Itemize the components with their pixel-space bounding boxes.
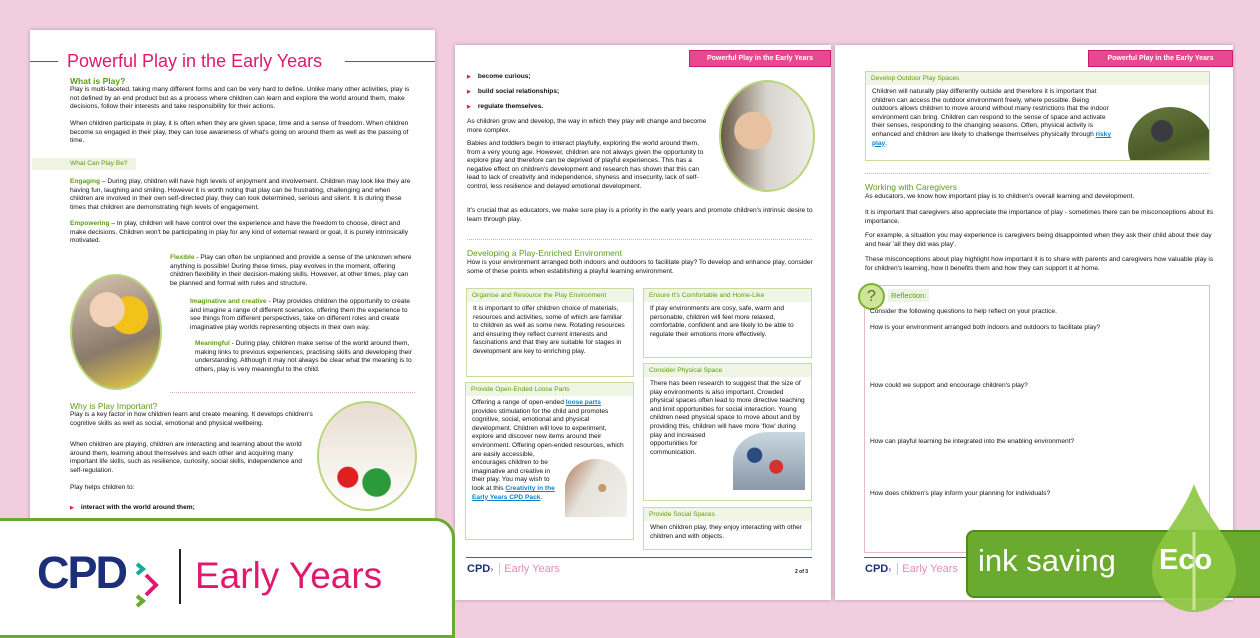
what-p2: When children participate in play, it is often when they are given space, time and a sense of freedom. When children become so engaged in their play, they can lose awareness of what's going on around them as well as the passing of time.	[70, 120, 409, 145]
why-p1: Play is a key factor in how children learn and create meaning. It develops children's cognitive skills as well as social, emotional and physical wellbeing.	[70, 411, 313, 427]
photo-toddler-window	[719, 80, 815, 192]
env-heading: Developing a Play-Enriched Environment	[467, 248, 622, 258]
box-physical-space: Consider Physical Space There has been research to suggest that the size of play environments is also important. Crowded physical spaces often lead to more directive teaching and limit opportunities for social interaction. Young children need physical space to move about and by providing this, children will have more 'flow' during play and increased opportunities for communication.	[643, 363, 812, 501]
eco-badge: Eco	[1159, 544, 1213, 576]
bullet-item: ▶ become curious;	[467, 73, 531, 81]
footer-logo: CPD› Early Years	[467, 563, 560, 575]
photo-adult-child-hardhat	[70, 274, 162, 390]
what-p1: Play is multi-faceted, taking many different forms and can be very hard to define. Unlike many other activities, play is not defined by an end product but as a process where children can learn and explore the world around them, make decisions, follow their interests and take responsibility for their actions.	[70, 86, 410, 111]
care-p4: These misconceptions about play highlight how important it is to share with parents and caregivers how valuable play is for children's learning, how it benefits them and how they can support it at home.	[865, 256, 1214, 272]
why-p3: Play helps children to:	[70, 484, 135, 491]
divider	[467, 239, 812, 240]
item-engaging: Engaging – During play, children will have high levels of enjoyment and involvement. Children may look like they are having fun, laughing and smiling. However it is worth noting that play can be frustrating, challenging and when children are involved in their own self-directed play, they can look determined, serious and silent. It is during these times that children are demonstrating high levels of engagement.	[70, 178, 411, 211]
item-empowering: Empowering – In play, children will have control over the experience and have the freedom to choose, direct and make decisions. Children won't be participating in play for any kind of external reward or goal, it is purely intrinsically motivated.	[70, 220, 409, 245]
risky-play-link[interactable]: risky play	[872, 130, 1111, 147]
photo-children-painting	[317, 401, 417, 511]
why-p2: When children are playing, children are interacting and learning about the world around them, learning about themselves and each other and acquiring many important life skills, such as resilience, curiosity, social skills, independence and self-regulation.	[70, 441, 302, 474]
box-outdoor: Develop Outdoor Play Spaces Children will naturally play differently outside and therefore it is important that children can access the outdoor environment freely, where possible. Being outdoors allows children to move around without many restrictions that the indoor environment can bring. Children can respond to the sense of space and activate their senses, responding to the changing seasons. Often, physical activity is enhanced and children are likely to challenge themselves physically through risky play.	[865, 71, 1210, 161]
title-rule	[30, 61, 58, 62]
reflection-intro: Consider the following questions to help reflect on your practice.	[870, 308, 1057, 315]
care-heading: Working with Caregivers	[865, 182, 957, 192]
can-heading-text: What Can Play Be?	[70, 160, 128, 167]
item-flexible: Flexible - Play can often be unplanned and provide a sense of the unknown where anything is possible! During these times, play evolves in the moment, offering children flexibility in their decision-making skills. However, at other times, play can be planned and formal with rules and structure.	[70, 254, 415, 322]
loose-parts-link[interactable]: loose parts	[565, 399, 601, 406]
item-meaningful: Meaningful - During play, children make sense of the world around them, making links to previous experiences, practising skills and developing their understanding. Although it may not always be clear what the meaning is to others, play is very meaningful to the child.	[195, 340, 412, 373]
title-rule	[345, 61, 435, 62]
page-2	[455, 45, 831, 600]
bullet-item: ▶ interact with the world around them;	[70, 504, 195, 512]
p3: It's crucial that as educators, we make sure play is a priority in the early years and promote children's intrinsic desire to learn through play.	[467, 207, 813, 223]
bullet-item: ▶ regulate themselves.	[467, 103, 543, 111]
cpd-logo-text: CPD	[37, 547, 127, 598]
footer-rule	[466, 557, 812, 558]
question: How is your environment arranged both indoors and outdoors to facilitate play?	[870, 324, 1101, 331]
p2: Babies and toddlers begin to interact playfully, exploring the world around them, from a very young age. However, children are not always given the opportunity to explore play and therefore can be deprived of playful experiences. This has a negative effect on children's development and research has shown that this can lead to lack of creativity and independence, shyness and insecurity, lack of self-control, less resilience and delayed emotional development.	[467, 140, 704, 190]
question: How does children's play inform your planning for individuals?	[870, 490, 1051, 497]
divider	[865, 173, 1210, 174]
question-icon: ?	[858, 283, 885, 310]
photo-loose-parts	[565, 459, 627, 517]
care-p1: As educators, we know how important play is to children's overall learning and development.	[865, 193, 1135, 200]
care-p3: For example, a situation you may experience is caregivers being disappointed when they ask their child about their day and hear 'all they did was play'.	[865, 232, 1212, 248]
creativity-cpd-link[interactable]: Creativity in the Early Years CPD Pack	[472, 484, 555, 501]
early-years-text: Early Years	[195, 555, 383, 596]
photo-outdoor-child	[1128, 107, 1210, 161]
box-social-spaces: Provide Social Spaces When children play, they enjoy interacting with other children and with objects.	[643, 507, 812, 550]
divider	[170, 392, 415, 393]
page-number: 2 of 3	[795, 569, 809, 575]
question: How could we support and encourage children's play?	[870, 382, 1028, 389]
footer-logo: CPD› Early Years	[865, 563, 958, 575]
what-heading: What is Play?	[70, 76, 126, 86]
care-p2: It is important that caregivers also appreciate the importance of play - sometimes there can be misconceptions about its importance.	[865, 209, 1214, 225]
box-comfortable: Ensure It's Comfortable and Home-Like If play environments are cosy, safe, warm and personable, children will feel more relaxed, comfortable, confident and are likely to be able to regulate their emotions more effectively.	[643, 288, 812, 358]
page-title: Powerful Play in the Early Years	[67, 51, 323, 71]
item-imaginative: Imaginative and creative - Play provides children the opportunity to create and imagine a range of different scenarios, offering them the experience to see things from different perspectives, take on different roles and create imaginative play worlds representing objects in their own way.	[190, 298, 410, 331]
logo-divider	[179, 549, 181, 604]
brand-banner	[0, 518, 455, 638]
box-organise: Organise and Resource the Play Environment It is important to offer children choice of materials, resources and activities, some of which are familiar to children as well as some new. Rotating resources and ensuring they reflect current interests and fascinations and that they are suitable for stages in development are key to enriching play.	[466, 288, 634, 377]
ink-saving-label: ink saving	[978, 543, 1116, 578]
box-loose-parts: Provide Open-Ended Loose Parts Offering a range of open-ended loose parts provides stimulation for the child and promotes cognitive, social, emotional and physical development. Children will love to experiment, explore and discover new items around their environment. Offering open-ended resources, which are easily accessible, encourages children to be imaginative and creative in their play. You may wish to look at this Creativity in the Early Years CPD Pack.	[465, 382, 634, 540]
reflection-title: Reflection:	[888, 289, 929, 302]
env-p: How is your environment arranged both indoors and outdoors to facilitate play? To develop and enhance play, consider some of these points when establishing a playful learning environment.	[467, 259, 813, 275]
can-heading	[32, 158, 136, 170]
header-tab: Powerful Play in the Early Years	[689, 50, 831, 67]
bullet-item: ▶ build social relationships;	[467, 88, 559, 96]
p1: As children grow and develop, the way in which they play will change and become more complex.	[467, 118, 707, 134]
why-heading: Why is Play Important?	[70, 401, 158, 411]
header-tab: Powerful Play in the Early Years	[1088, 50, 1233, 67]
chevron-arrows-icon	[134, 561, 164, 611]
question: How can playful learning be integrated into the enabling environment?	[870, 438, 1075, 445]
photo-group-play	[733, 432, 805, 490]
